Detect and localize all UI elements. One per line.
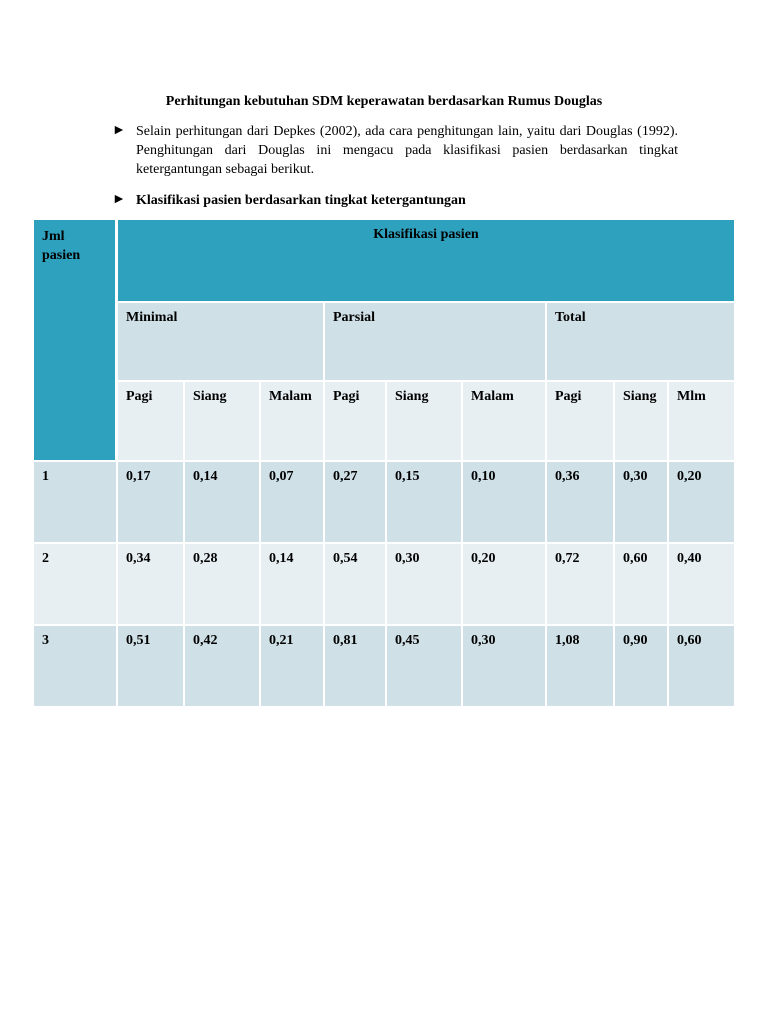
- value-cell: 1,08: [547, 626, 615, 708]
- patient-count-cell: 3: [34, 626, 118, 708]
- value-cell: 0,60: [615, 544, 669, 626]
- patient-count-cell: 2: [34, 544, 118, 626]
- value-cell: 0,45: [387, 626, 463, 708]
- category-label: Minimal: [126, 310, 178, 325]
- value-cell: 0,17: [118, 462, 185, 544]
- document-title: Perhitungan kebutuhan SDM keperawatan berdasarkan Rumus Douglas: [165, 94, 603, 109]
- value-cell: 0,51: [118, 626, 185, 708]
- value-cell: 0,42: [185, 626, 261, 708]
- bullet-arrow-icon: ►: [112, 192, 126, 207]
- value-cell: 0,60: [669, 626, 734, 708]
- value-cell: 0,90: [615, 626, 669, 708]
- shift-header-cell: Pagi: [325, 382, 387, 462]
- category-label: Parsial: [333, 310, 375, 325]
- category-row: [34, 303, 734, 382]
- shift-header-cell: Siang: [387, 382, 463, 462]
- patient-count-cell: 1: [34, 462, 118, 544]
- value-cell: 0,21: [261, 626, 325, 708]
- category-label: Total: [555, 310, 586, 325]
- group-header-cell: [118, 220, 734, 303]
- value-cell: 0,14: [261, 544, 325, 626]
- value-cell: 0,20: [669, 462, 734, 544]
- value-cell: 0,27: [325, 462, 387, 544]
- value-cell: 0,54: [325, 544, 387, 626]
- table-row: [34, 544, 734, 626]
- table-row: [34, 626, 734, 708]
- table-caption: Klasifikasi pasien berdasarkan tingkat ketergantungan: [136, 193, 466, 208]
- value-cell: 0,34: [118, 544, 185, 626]
- value-cell: 0,14: [185, 462, 261, 544]
- value-cell: 0,72: [547, 544, 615, 626]
- group-header-label: Klasifikasi pasien: [373, 227, 479, 242]
- corner-header-cell: [34, 220, 118, 462]
- shift-header-cell: Malam: [463, 382, 547, 462]
- classification-table: [34, 220, 734, 708]
- corner-header-label: Jml pasien: [42, 229, 81, 263]
- category-parsial-cell: [325, 303, 547, 382]
- value-cell: 0,36: [547, 462, 615, 544]
- value-cell: 0,28: [185, 544, 261, 626]
- value-cell: 0,30: [463, 626, 547, 708]
- value-cell: 0,40: [669, 544, 734, 626]
- shift-header-cell: Siang: [615, 382, 669, 462]
- shift-header-cell: Pagi: [118, 382, 185, 462]
- value-cell: 0,15: [387, 462, 463, 544]
- category-minimal-cell: [118, 303, 325, 382]
- category-total-cell: [547, 303, 734, 382]
- shift-header-cell: Mlm: [669, 382, 734, 462]
- value-cell: 0,81: [325, 626, 387, 708]
- intro-paragraph: Selain perhitungan dari Depkes (2002), ada cara penghitungan lain, yaitu dari Douglas (1992). Penghitungan dari Douglas ini mengacu pada klasifikasi pasien berdasarkan tingkat ketergantungan sebagai berikut.: [136, 124, 678, 177]
- shift-header-cell: Siang: [185, 382, 261, 462]
- shift-row: [34, 382, 734, 462]
- value-cell: 0,07: [261, 462, 325, 544]
- value-cell: 0,10: [463, 462, 547, 544]
- bullet-arrow-icon: ►: [112, 123, 126, 138]
- value-cell: 0,30: [615, 462, 669, 544]
- table-row: [34, 462, 734, 544]
- value-cell: 0,30: [387, 544, 463, 626]
- shift-header-cell: Pagi: [547, 382, 615, 462]
- value-cell: 0,20: [463, 544, 547, 626]
- shift-header-cell: Malam: [261, 382, 325, 462]
